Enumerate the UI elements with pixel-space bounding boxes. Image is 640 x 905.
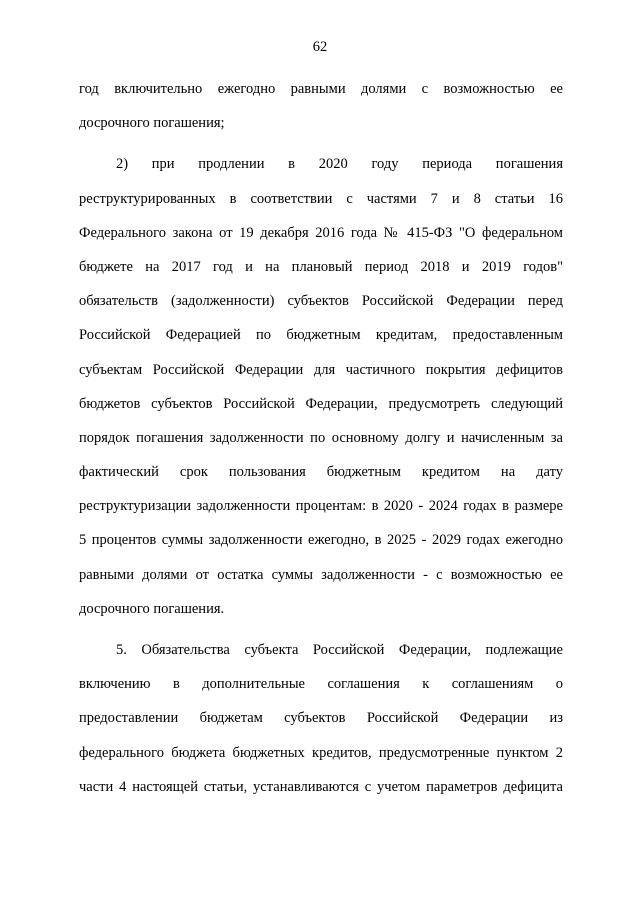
paragraph-gap	[79, 626, 563, 633]
text-line: включению в дополнительные соглашения к соглашениям о	[79, 676, 563, 693]
text-line: Федерального закона от 19 декабря 2016 года № 415-ФЗ "О федеральном	[79, 224, 563, 241]
page-number: 62	[312, 39, 328, 55]
text-line: равными долями от остатка суммы задолженности - с возможностью ее	[79, 566, 563, 583]
text-line: бюджетов субъектов Российской Федерации, предусмотреть следующий	[79, 395, 563, 412]
text-line: 2) при продлении в 2020 году периода погашения	[116, 156, 563, 173]
text-line: досрочного погашения;	[79, 115, 225, 132]
text-line: реструктурированных в соответствии с частями 7 и 8 статьи 16	[79, 190, 563, 207]
text-line: фактический срок пользования бюджетным кредитом на дату	[79, 464, 563, 481]
paragraph-gap	[79, 140, 563, 147]
text-line: 5. Обязательства субъекта Российской Федерации, подлежащие	[116, 642, 563, 658]
text-line: части 4 настоящей статьи, устанавливаются с учетом параметров дефицита	[79, 778, 563, 795]
text-line: субъектам Российской Федерации для частичного покрытия дефицитов	[79, 361, 563, 378]
document-body	[79, 72, 563, 804]
text-line: федерального бюджета бюджетных кредитов, предусмотренные пунктом 2	[79, 744, 563, 761]
text-line: реструктуризации задолженности процентам: в 2020 - 2024 годах в размере	[79, 498, 563, 515]
text-line: предоставлении бюджетам субъектов Российской Федерации из	[79, 710, 563, 727]
text-line: год включительно ежегодно равными долями с возможностью ее	[79, 81, 563, 97]
text-line: досрочного погашения.	[79, 600, 225, 617]
text-line: обязательств (задолженности) субъектов Российской Федерации перед	[79, 293, 563, 310]
text-line: бюджете на 2017 год и на плановый период 2018 и 2019 годов"	[79, 258, 563, 275]
text-line: Российской Федерацией по бюджетным кредитам, предоставленным	[79, 327, 563, 344]
text-line: порядок погашения задолженности по основному долгу и начисленным за	[79, 429, 563, 446]
text-line: 5 процентов суммы задолженности ежегодно, в 2025 - 2029 годах ежегодно	[79, 532, 563, 549]
